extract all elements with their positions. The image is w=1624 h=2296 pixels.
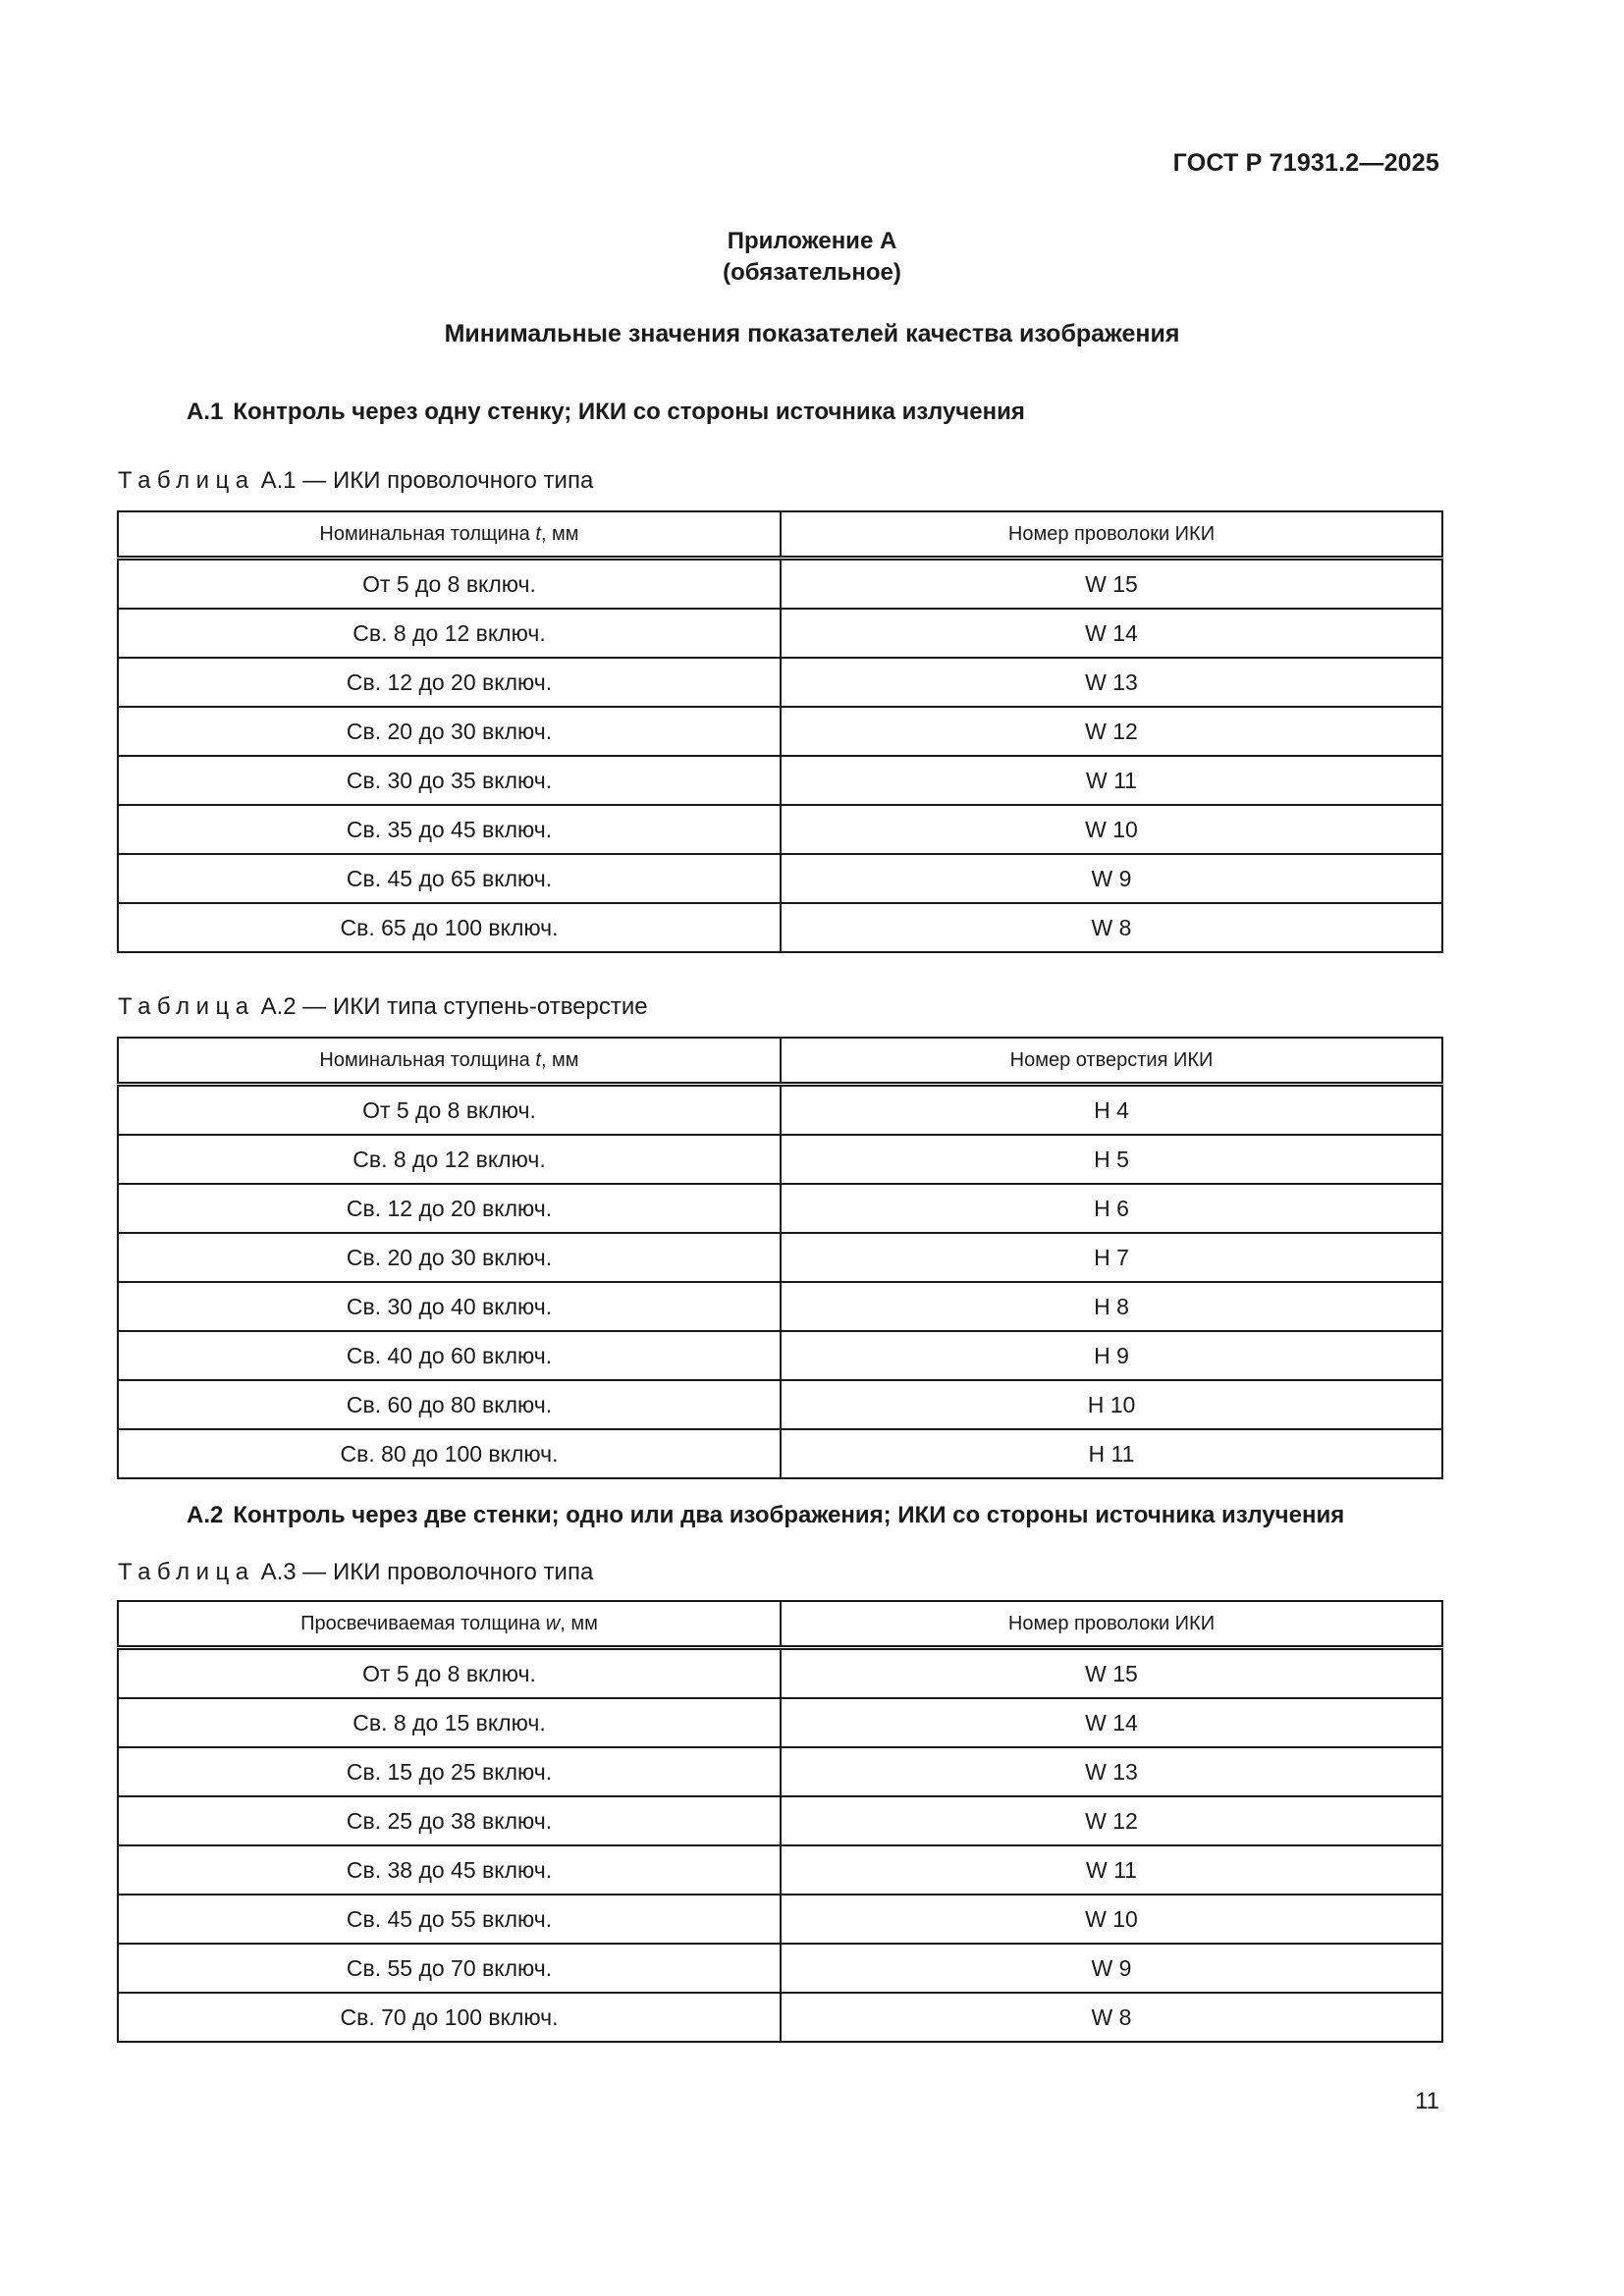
column-header-thickness: Просвечиваемая толщина w, мм [118,1601,781,1648]
thickness-range-cell: Св. 30 до 35 включ. [118,756,781,805]
table-row [118,1895,1442,1944]
column-header-thickness: Номинальная толщина t, мм [118,511,781,559]
section-number: А.2 [187,1502,224,1528]
table-a3-caption [118,1559,593,1586]
section-title: Контроль через одну стенку; ИКИ со стороны источника излучения [233,399,1025,425]
iqi-number-cell: Н 10 [781,1380,1442,1429]
document-code: ГОСТ Р 71931.2—2025 [1172,149,1439,177]
table-row [118,1648,1442,1699]
iqi-number-cell: Н 4 [781,1085,1442,1136]
thickness-range-cell: Св. 45 до 55 включ. [118,1895,781,1944]
table-row [118,609,1442,658]
table-row [118,1845,1442,1895]
thickness-range-cell: От 5 до 8 включ. [118,1648,781,1699]
thickness-range-cell: Св. 55 до 70 включ. [118,1944,781,1993]
iqi-number-cell: W 13 [781,658,1442,707]
thickness-range-cell: Св. 8 до 15 включ. [118,1698,781,1747]
thickness-range-cell: От 5 до 8 включ. [118,1085,781,1136]
caption-text: А.3 — ИКИ проволочного типа [260,1559,594,1585]
table-row [118,1993,1442,2042]
iqi-number-cell: Н 7 [781,1233,1442,1282]
iqi-number-cell: W 12 [781,1796,1442,1845]
table-header-row [118,511,1442,559]
table-row [118,1282,1442,1331]
table-row [118,658,1442,707]
thickness-range-cell: Св. 45 до 65 включ. [118,854,781,903]
table-row [118,1085,1442,1136]
caption-label: Таблица [118,467,255,494]
column-header-thickness: Номинальная толщина t, мм [118,1038,781,1085]
caption-text: А.1 — ИКИ проволочного типа [260,467,594,494]
iqi-number-cell: Н 6 [781,1184,1442,1233]
table-row [118,1429,1442,1478]
iqi-number-cell: W 12 [781,707,1442,756]
table-row [118,1233,1442,1282]
thickness-range-cell: Св. 12 до 20 включ. [118,658,781,707]
thickness-range-cell: Св. 25 до 38 включ. [118,1796,781,1845]
iqi-number-cell: W 11 [781,756,1442,805]
caption-text: А.2 — ИКИ типа ступень-отверстие [260,993,648,1020]
table-a1 [117,510,1443,953]
iqi-number-cell: W 15 [781,559,1442,610]
table-row [118,1698,1442,1747]
iqi-number-cell: W 11 [781,1845,1442,1895]
caption-label: Таблица [118,993,255,1020]
table-row [118,1135,1442,1184]
table-row [118,559,1442,610]
section-number: А.1 [187,399,224,425]
table-row [118,756,1442,805]
page-number: 11 [1415,2088,1439,2114]
thickness-range-cell: Св. 12 до 20 включ. [118,1184,781,1233]
section-title: Контроль через две стенки; одно или два изображения; ИКИ со стороны источника излучения [233,1502,1345,1528]
appendix-status: (обязательное) [723,259,901,286]
table-row [118,1331,1442,1380]
appendix-title-block [0,226,1624,289]
table-a2 [117,1037,1443,1479]
iqi-number-cell: Н 11 [781,1429,1442,1478]
thickness-range-cell: Св. 38 до 45 включ. [118,1845,781,1895]
table-a1-caption [118,467,593,495]
table-row [118,854,1442,903]
table-row [118,1184,1442,1233]
iqi-number-cell: W 15 [781,1648,1442,1699]
appendix-heading: Минимальные значения показателей качества изображения [444,320,1180,347]
iqi-number-cell: W 10 [781,805,1442,854]
table-row [118,707,1442,756]
appendix-title: Приложение А [727,228,897,254]
thickness-range-cell: Св. 30 до 40 включ. [118,1282,781,1331]
iqi-number-cell: Н 8 [781,1282,1442,1331]
column-header-iqi-number: Номер отверстия ИКИ [781,1038,1442,1085]
column-header-iqi-number: Номер проволоки ИКИ [781,511,1442,559]
table-row [118,1796,1442,1845]
section-a2-heading [187,1502,1344,1529]
iqi-number-cell: Н 9 [781,1331,1442,1380]
iqi-number-cell: W 9 [781,854,1442,903]
table-header-row [118,1038,1442,1085]
table-row [118,1380,1442,1429]
table-row [118,805,1442,854]
caption-label: Таблица [118,1559,255,1585]
iqi-number-cell: W 13 [781,1747,1442,1796]
table-a3 [117,1600,1443,2043]
thickness-range-cell: Св. 60 до 80 включ. [118,1380,781,1429]
thickness-range-cell: Св. 80 до 100 включ. [118,1429,781,1478]
table-row [118,903,1442,952]
thickness-range-cell: Св. 20 до 30 включ. [118,1233,781,1282]
iqi-number-cell: W 10 [781,1895,1442,1944]
iqi-number-cell: W 8 [781,903,1442,952]
iqi-number-cell: W 14 [781,609,1442,658]
section-a1-heading [187,399,1025,426]
table-row [118,1944,1442,1993]
column-header-iqi-number: Номер проволоки ИКИ [781,1601,1442,1648]
thickness-range-cell: Св. 15 до 25 включ. [118,1747,781,1796]
iqi-number-cell: W 8 [781,1993,1442,2042]
thickness-range-cell: Св. 70 до 100 включ. [118,1993,781,2042]
thickness-range-cell: Св. 40 до 60 включ. [118,1331,781,1380]
table-a2-caption [118,993,648,1021]
thickness-range-cell: От 5 до 8 включ. [118,559,781,610]
iqi-number-cell: W 9 [781,1944,1442,1993]
thickness-range-cell: Св. 20 до 30 включ. [118,707,781,756]
thickness-range-cell: Св. 8 до 12 включ. [118,609,781,658]
thickness-range-cell: Св. 35 до 45 включ. [118,805,781,854]
thickness-range-cell: Св. 65 до 100 включ. [118,903,781,952]
iqi-number-cell: Н 5 [781,1135,1442,1184]
iqi-number-cell: W 14 [781,1698,1442,1747]
table-row [118,1747,1442,1796]
table-header-row [118,1601,1442,1648]
thickness-range-cell: Св. 8 до 12 включ. [118,1135,781,1184]
